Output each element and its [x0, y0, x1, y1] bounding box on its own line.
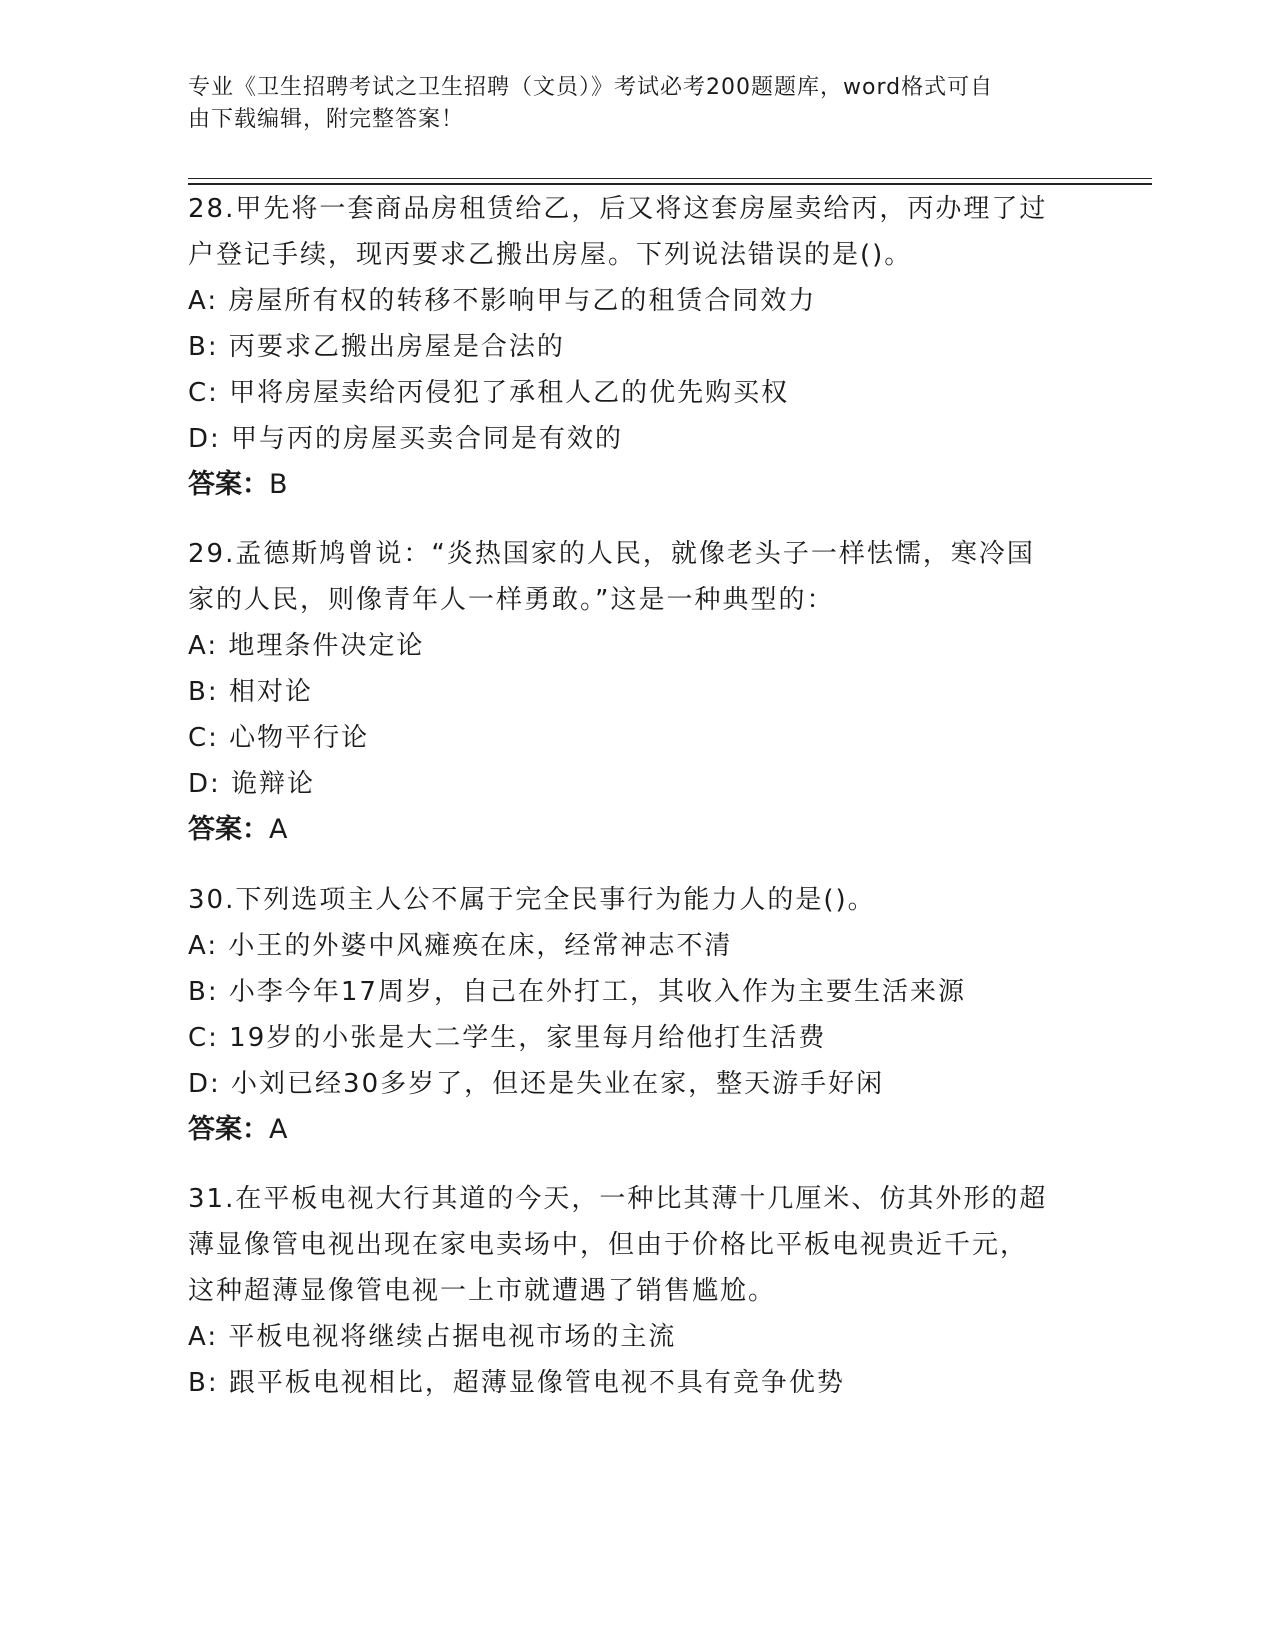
question-text-line: 户登记手续，现丙要求乙搬出房屋。下列说法错误的是()。 [188, 240, 913, 270]
question-text-line: 这种超薄显像管电视一上市就遭遇了销售尴尬。 [188, 1276, 777, 1306]
option-b: B: 小李今年17周岁，自己在外打工，其收入作为主要生活来源 [188, 977, 966, 1007]
question-text-line: 薄显像管电视出现在家电卖场中，但由于价格比平板电视贵近千元， [188, 1230, 1029, 1260]
question-text-line: 家的人民，则像青年人一样勇敢。”这是一种典型的： [188, 585, 835, 615]
option-c: C: 19岁的小张是大二学生，家里每月给他打生活费 [188, 1023, 827, 1053]
answer-value: B [269, 469, 288, 500]
option-b: B: 相对论 [188, 677, 313, 707]
option-b: B: 跟平板电视相比，超薄显像管电视不具有竞争优势 [188, 1368, 845, 1398]
option-a: A: 房屋所有权的转移不影响甲与乙的租赁合同效力 [188, 286, 817, 316]
option-a: A: 地理条件决定论 [188, 631, 425, 661]
option-d: D: 诡辩论 [188, 769, 316, 799]
answer-label: 答案： [188, 469, 269, 500]
answer-value: A [269, 814, 288, 845]
question-text-line: 30.下列选项主人公不属于完全民事行为能力人的是()。 [188, 885, 876, 915]
header-line-1: 专业《卫生招聘考试之卫生招聘（文员）》考试必考200题题库，word格式可自 [188, 75, 994, 100]
answer-line [188, 807, 1088, 853]
option-d: D: 甲与丙的房屋买卖合同是有效的 [188, 424, 624, 454]
option-c: C: 甲将房屋卖给丙侵犯了承租人乙的优先购买权 [188, 378, 790, 408]
question-28 [188, 186, 1088, 508]
option-d: D: 小刘已经30多岁了，但还是失业在家，整天游手好闲 [188, 1069, 885, 1099]
header-divider-thin [188, 178, 1152, 179]
document-header [188, 72, 1068, 136]
option-b: B: 丙要求乙搬出房屋是合法的 [188, 332, 565, 362]
answer-line [188, 1107, 1088, 1153]
option-c: C: 心物平行论 [188, 723, 370, 753]
answer-label: 答案： [188, 1114, 269, 1145]
answer-line [188, 462, 1088, 508]
answer-value: A [269, 1114, 288, 1145]
option-a: A: 小王的外婆中风瘫痪在床，经常神志不清 [188, 931, 733, 961]
question-text-line: 28.甲先将一套商品房租赁给乙，后又将这套房屋卖给丙，丙办理了过 [188, 194, 1048, 224]
question-text-line: 31.在平板电视大行其道的今天，一种比其薄十几厘米、仿其外形的超 [188, 1184, 1048, 1214]
question-30 [188, 877, 1088, 1153]
header-divider-thick [188, 183, 1152, 185]
question-31 [188, 1176, 1088, 1406]
question-29 [188, 531, 1088, 853]
option-a: A: 平板电视将继续占据电视市场的主流 [188, 1322, 677, 1352]
question-text-line: 29.孟德斯鸠曾说：“炎热国家的人民，就像老头子一样怯懦，寒冷国 [188, 539, 1035, 569]
header-line-2: 由下载编辑，附完整答案！ [188, 107, 465, 132]
answer-label: 答案： [188, 814, 269, 845]
